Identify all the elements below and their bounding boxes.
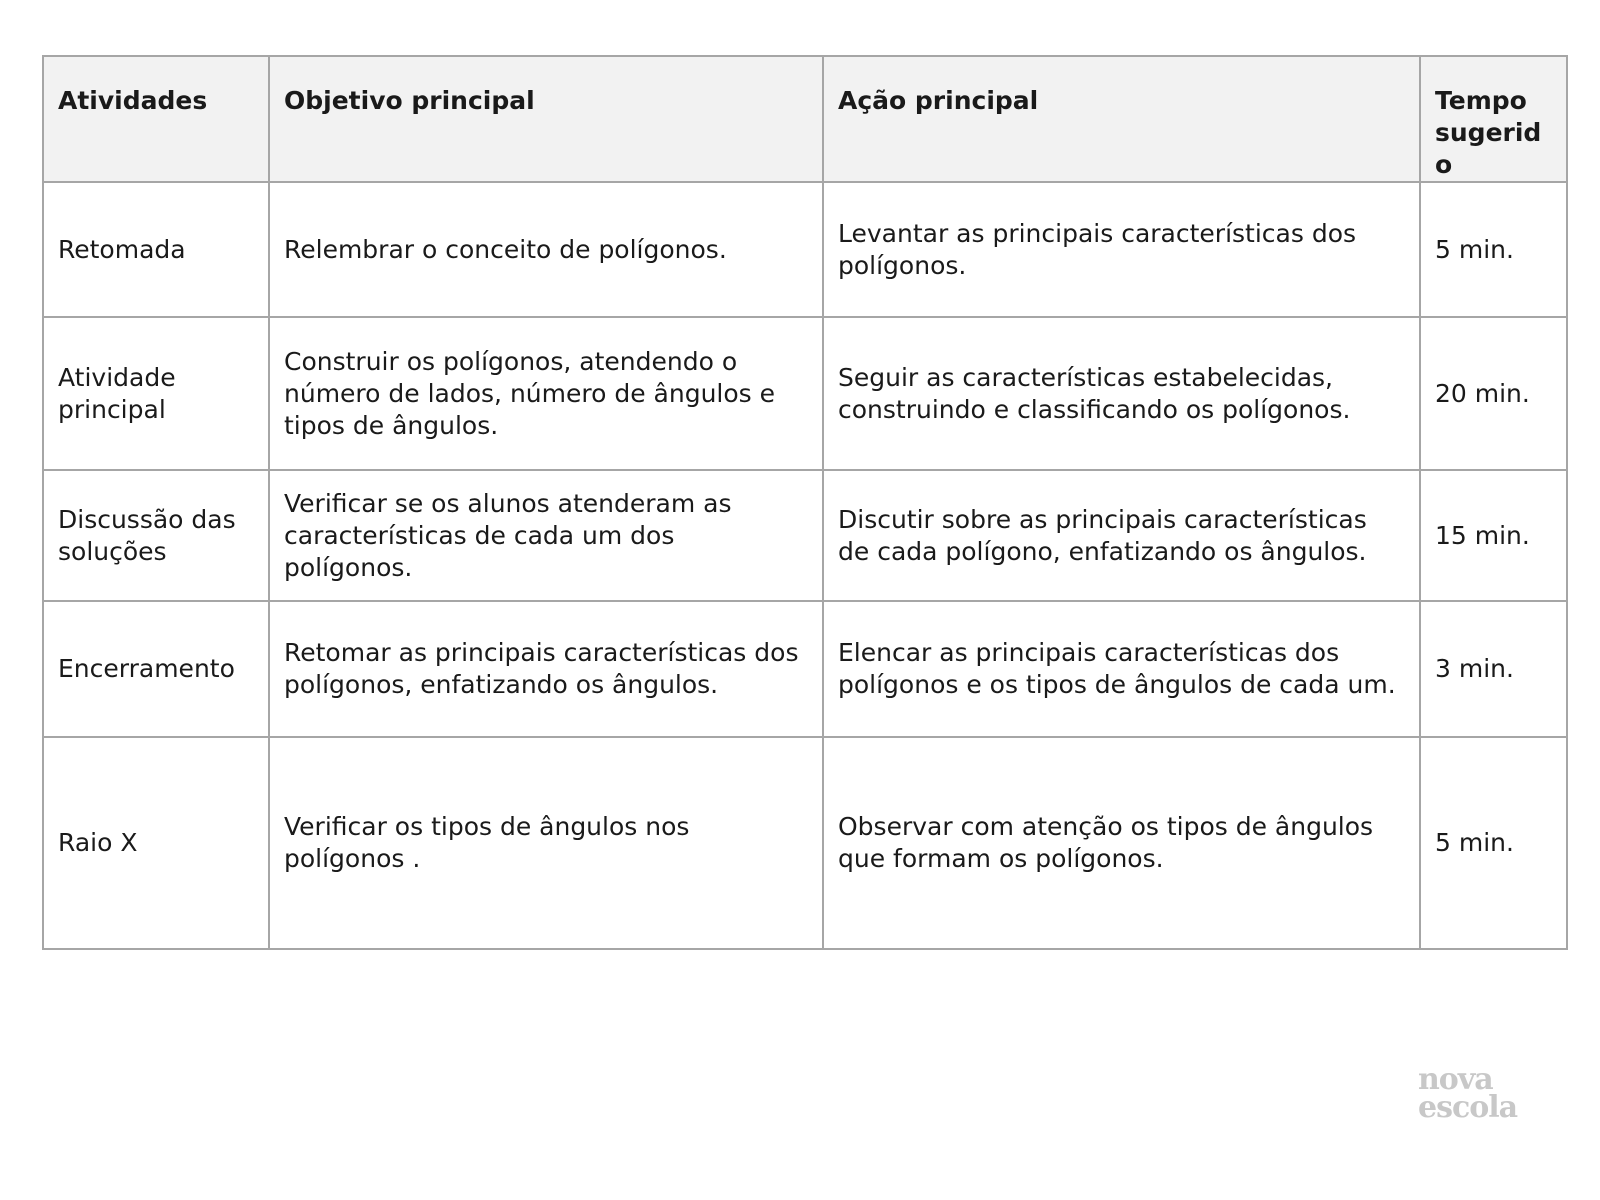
- nova-escola-logo: [1418, 1062, 1538, 1125]
- cell-tempo: 20 min.: [1420, 317, 1567, 470]
- cell-tempo: 5 min.: [1420, 182, 1567, 317]
- cell-objetivo: Relembrar o conceito de polígonos.: [269, 182, 823, 317]
- table-row: [43, 470, 1567, 601]
- table-header-row: [43, 56, 1567, 182]
- cell-atividade: Discussão das soluções: [43, 470, 269, 601]
- cell-acao: Discutir sobre as principais características de cada polígono, enfatizando os ângulos.: [823, 470, 1420, 601]
- cell-objetivo: Verificar os tipos de ângulos nos polígonos .: [269, 737, 823, 949]
- table-row: [43, 737, 1567, 949]
- table-row: [43, 601, 1567, 737]
- cell-acao: Seguir as características estabelecidas, construindo e classificando os polígonos.: [823, 317, 1420, 470]
- cell-atividade: Encerramento: [43, 601, 269, 737]
- table-row: [43, 317, 1567, 470]
- cell-acao: Elencar as principais características dos polígonos e os tipos de ângulos de cada um.: [823, 601, 1420, 737]
- table-row: [43, 182, 1567, 317]
- cell-objetivo: Construir os polígonos, atendendo o número de lados, número de ângulos e tipos de ângulos.: [269, 317, 823, 470]
- cell-atividade: Atividade principal: [43, 317, 269, 470]
- header-tempo: Tempo sugerido: [1420, 56, 1567, 182]
- cell-acao: Levantar as principais características dos polígonos.: [823, 182, 1420, 317]
- lesson-plan-table: [42, 55, 1568, 950]
- cell-atividade: Raio X: [43, 737, 269, 949]
- header-objetivo: Objetivo principal: [269, 56, 823, 182]
- cell-tempo: 15 min.: [1420, 470, 1567, 601]
- logo-line-escola: escola: [1418, 1090, 1518, 1125]
- cell-tempo: 5 min.: [1420, 737, 1567, 949]
- logo-line-nova: nova: [1418, 1062, 1493, 1097]
- cell-atividade: Retomada: [43, 182, 269, 317]
- cell-acao: Observar com atenção os tipos de ângulos que formam os polígonos.: [823, 737, 1420, 949]
- cell-tempo: 3 min.: [1420, 601, 1567, 737]
- header-acao: Ação principal: [823, 56, 1420, 182]
- header-atividades: Atividades: [43, 56, 269, 182]
- cell-objetivo: Retomar as principais características dos polígonos, enfatizando os ângulos.: [269, 601, 823, 737]
- cell-objetivo: Verificar se os alunos atenderam as características de cada um dos polígonos.: [269, 470, 823, 601]
